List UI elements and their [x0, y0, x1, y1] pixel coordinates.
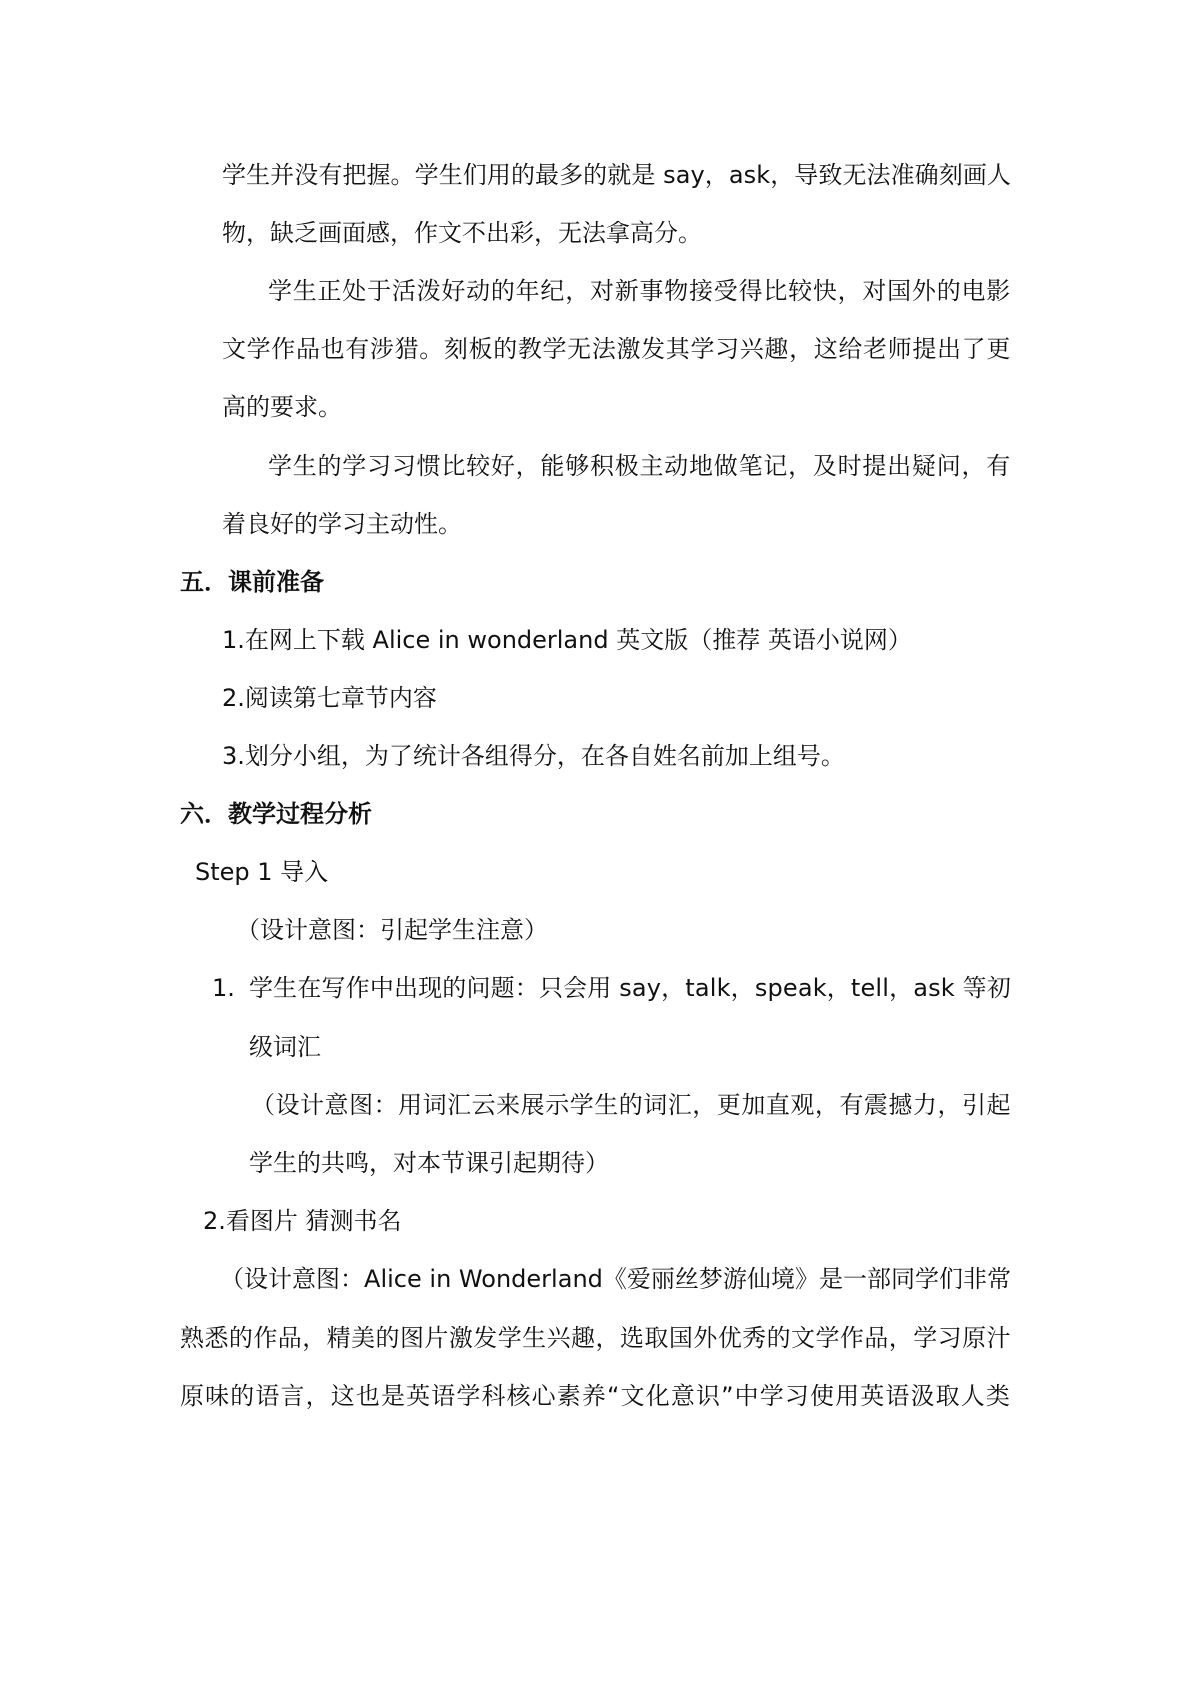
list-item-line: 级词汇	[249, 1033, 321, 1061]
design-intent: （设计意图：用词汇云来展示学生的词汇，更加直观，有震撼力，引起	[251, 1091, 1011, 1119]
prep-item: 3.划分小组，为了统计各组得分，在各自姓名前加上组号。	[222, 742, 845, 770]
design-intent: （设计意图：引起学生注意）	[236, 916, 548, 944]
paragraph-line: 物，缺乏画面感，作文不出彩，无法拿高分。	[222, 219, 702, 247]
prep-item: 1.在网上下载 Alice in wonderland 英文版（推荐 英语小说网）	[222, 626, 912, 654]
list-item-line: 学生在写作中出现的问题：只会用 say，talk，speak，tell，ask 等初	[249, 974, 1011, 1002]
design-intent: 学生的共鸣，对本节课引起期待）	[249, 1149, 609, 1177]
design-intent: 原味的语言，这也是英语学科核心素养“文化意识”中学习使用英语汲取人类	[180, 1382, 1011, 1410]
design-intent: （设计意图：Alice in Wonderland《爱丽丝梦游仙境》是一部同学们非常	[220, 1265, 1011, 1293]
design-intent: 熟悉的作品，精美的图片激发学生兴趣，选取国外优秀的文学作品，学习原汁	[180, 1324, 1011, 1352]
paragraph-line: 学生的学习习惯比较好，能够积极主动地做笔记，及时提出疑问，有	[268, 452, 1011, 480]
list-item-line: 2.看图片 猜测书名	[203, 1207, 402, 1235]
step-title: Step 1 导入	[195, 858, 329, 886]
paragraph-line: 学生正处于活泼好动的年纪，对新事物接受得比较快，对国外的电影	[268, 277, 1011, 305]
list-number: 1.	[212, 974, 235, 1002]
paragraph-line: 着良好的学习主动性。	[222, 510, 462, 538]
section-heading-5: 五．课前准备	[180, 568, 324, 596]
paragraph-line: 高的要求。	[222, 393, 342, 421]
paragraph-line: 文学作品也有涉猎。刻板的教学无法激发其学习兴趣，这给老师提出了更	[222, 335, 1011, 363]
section-heading-6: 六．教学过程分析	[180, 800, 372, 828]
paragraph-line: 学生并没有把握。学生们用的最多的就是 say，ask，导致无法准确刻画人	[222, 161, 1011, 189]
prep-item: 2.阅读第七章节内容	[222, 684, 437, 712]
